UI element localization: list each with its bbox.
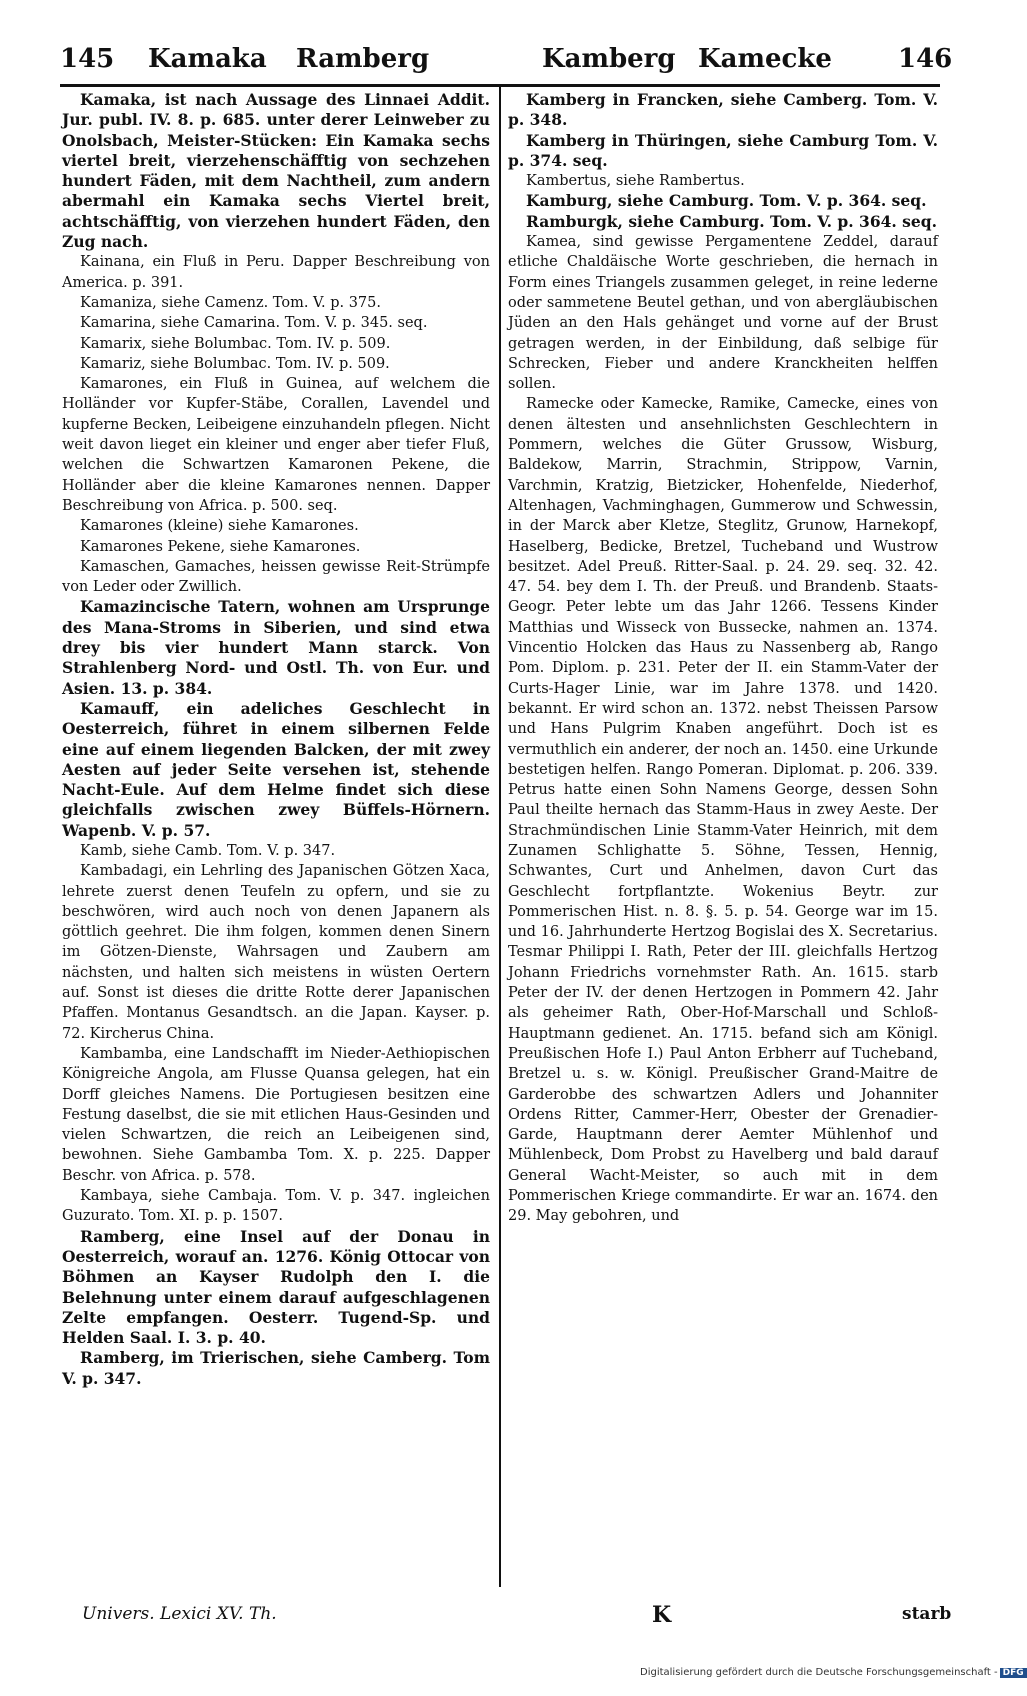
dictionary-entry: Kainana, ein Fluß in Peru. Dapper Beschreibung von America. p. 391. xyxy=(62,254,490,291)
dictionary-entry: Kamaniza, siehe Camenz. Tom. V. p. 375. xyxy=(80,294,381,311)
dictionary-entry: Kamburg, siehe Camburg. Tom. V. p. 364. seq. xyxy=(526,191,927,211)
dictionary-entry: Ramecke oder Kamecke, Ramike, Camecke, eines von denen ältesten und ansehnlichsten Geschlechtern in Pommern, welches die Güter Grussow, Wisburg, Baldekow, Marrin, Strachmin, Strippow, Varnin, Varchmin, Kratzig, Bietzicker, Hohenfelde, Niederhof, Altenhagen, Vachminghagen, Gummerow und Schwessin, in der Marck aber Kletze, Steglitz, Grunow, Harnekopf, Haselberg, Bedicke, Bretzel, Tucheband und Wustrow besitzet. Adel Preuß. Ritter-Saal. p. 24. 29. seq. 32. 42. 47. 54. bey dem I. Th. der Preuß. und Brandenb. Staats-Geogr. Peter lebte um das Jahr 1266. Tessens Kinder Matthias und Wisseck von Bussecke, nahmen an. 1374. Vincentio Holcken das Haus zu Nassenberg ab, Rango Pom. Diplom. p. 231. Peter der II. ein Stamm-Vater der Curts-Hager Linie, war im Jahre 1378. und 1420. bekannt. Er wird schon an. 1372. nebst Theissen Parsow und Hans Pulgrim Knaben angeführt. Doch ist es vermuthlich ein anderer, der noch an. 1450. eine Urkunde bestetigen helfen. Rango Pomeran. Diplomat. p. 206. 339. Petrus hatte einen Sohn Namens George, dessen Sohn Paul theilte hernach das Stamm-Haus in zwey Aeste. Der Strachmündischen Linie Stamm-Vater Heinrich, mit dem Zunamen Schlighatte 5. Söhne, Tessen, Hennig, Schwantes, Curt und Anhelmen, davon Curt das Geschlecht fortpflantzte. Wokenius Beytr. zur Pommerischen Hist. n. 8. §. 5. p. 54. George war im 15. und 16. Jahrhunderte Hertzog Bogislai des X. Secretarius. Tesmar Philippi I. Rath, Peter der III. gleichfalls Hertzog Johann Friedrichs vornehmster Rath. An. 1615. starb Peter der IV. der denen Hertzogen in Pommern 42. Jahr als geheimer Rath, Ober-Hof-Marschall und Schloß-Hauptmann gedienet. An. 1715. befand sich am Königl. Preußischen Hofe I.) Paul Anton Erbherr auf Tucheband, Bretzel u. s. w. Königl. Preußischer Grand-Maitre de Garderobbe des schwartzen Adlers und Johanniter Ordens Ritter, Cammer-Herr, Obester der Grenadier-Garde, Hauptmann derer Aemter Mühlenhof und Mühlenbeck, Dom Probst zu Havelberg und bald darauf General Wacht-Meister, so auch mit in dem Pommerischen Kriege commandirte. Er war an. 1674. den 29. May gebohren, und xyxy=(508,396,938,1225)
dictionary-entry: Ramberg, eine Insel auf der Donau in Oesterreich, worauf an. 1276. König Ottocar von Böhmen an Kayser Rudolph den I. die Belehnung unter einem darauf aufgeschlagenen Zelte empfangen. Oesterr. Tugend-Sp. und Helden Saal. I. 3. p. 40. xyxy=(62,1226,490,1348)
dictionary-entry: Kamea, sind gewisse Pergamentene Zeddel, darauf etliche Chaldäische Worte geschrieben, die hernach in Form eines Triangels zusammen geleget, in reine lederne oder sammetene Beutel gethan, und von abergläubischen Jüden an den Hals gehänget und vorne auf der Brust getragen werden, in der Einbildung, daß selbige für Schrecken, Fieber und andere Kranckheiten helffen sollen. xyxy=(508,234,938,393)
digitization-footer xyxy=(640,1667,1027,1678)
dictionary-entry: Kambaya, siehe Cambaja. Tom. V. p. 347. ingleichen Guzurato. Tom. XI. p. p. 1507. xyxy=(62,1188,490,1225)
dictionary-entry: Kambadagi, ein Lehrling des Japanischen Götzen Xaca, lehrete zuerst denen Teufeln zu opfern, und sie zu beschwören, wird auch noch von denen Japanern als göttlich geehret. Die ihm folgen, kommen denen Sinern im Götzen-Dienste, Wahrsagen und Zaubern am nächsten, und halten sich meistens in wüsten Oertern auf. Sonst ist dieses die dritte Rotte derer Japanischen Pfaffen. Montanus Gesandtsch. an die Japan. Kayser. p. 72. Kircherus China. xyxy=(62,863,490,1042)
dictionary-entry: Kamarones Pekene, siehe Kamarones. xyxy=(80,538,361,555)
column-divider xyxy=(499,87,501,1587)
volume-signature: Univers. Lexici XV. Th. xyxy=(82,1604,277,1624)
digitization-note: Digitalisierung gefördert durch die Deutsche Forschungsgemeinschaft - xyxy=(640,1667,998,1678)
right-column xyxy=(508,90,938,1227)
right-keyword-1: Kamberg xyxy=(542,44,676,74)
signature-mark: K xyxy=(652,1602,672,1628)
right-keyword-2: Kamecke xyxy=(698,44,832,74)
dfg-logo: DFG xyxy=(1000,1668,1027,1678)
left-page-number: 145 xyxy=(60,44,115,74)
dictionary-entry: Kamariz, siehe Bolumbac. Tom. IV. p. 509. xyxy=(80,355,390,372)
dictionary-entry: Kamarix, siehe Bolumbac. Tom. IV. p. 509. xyxy=(80,335,391,352)
dictionary-entry: Kamberg in Thüringen, siehe Camburg Tom. V. p. 374. seq. xyxy=(508,130,938,170)
dictionary-entry: Kamberg in Francken, siehe Camberg. Tom. V. p. 348. xyxy=(508,90,938,130)
dictionary-entry: Kamarina, siehe Camarina. Tom. V. p. 345. seq. xyxy=(80,315,428,332)
dictionary-entry: Kamaschen, Gamaches, heissen gewisse Reit-Strümpfe von Leder oder Zwillich. xyxy=(62,558,490,596)
dictionary-entry: Kamaka, ist nach Aussage des Linnaei Addit. Jur. publ. IV. 8. p. 685. unter derer Leinweber zu Onolsbach, Meister-Stücken: Ein Kamaka sechs viertel breit, vierzehenschäfftig von sechzehen hundert Fäden, mit dem Nachtheil, zum andern abermahl ein Kamaka sechs Viertel breit, achtschäfftig, von vierzehen hundert Fäden, den Zug nach. xyxy=(62,90,490,252)
dictionary-entry: Ramburgk, siehe Camburg. Tom. V. p. 364. seq. xyxy=(526,211,938,231)
left-column xyxy=(62,90,490,1389)
dictionary-entry: Kambamba, eine Landschafft im Nieder-Aethiopischen Königreiche Angola, am Flusse Quansa gelegen, hat ein Dorff gleiches Namens. Die Portugiesen besitzen eine Festung daselbst, die sie mit etlichen Haus-Gesinden und vielen Schwartzen, die reich an Leibeigenen sind, bewohnen. Siehe Gambamba Tom. X. p. 225. Dapper Beschr. von Africa. p. 578. xyxy=(62,1045,490,1184)
dictionary-entry: Kamarones, ein Fluß in Guinea, auf welchem die Holländer vor Kupfer-Stäbe, Corallen, Lavendel und kupferne Becken, Leibeigene einzuhandeln pflegen. Nicht weit davon lieget ein kleiner und enger aber tiefer Fluß, welchen die Schwartzen Kamaronen Pekene, die Holländer aber die kleine Kamarones nennen. Dapper Beschreibung von Africa. p. 500. seq. xyxy=(62,376,490,514)
dictionary-entry: Ramberg, im Trierischen, siehe Camberg. Tom V. p. 347. xyxy=(62,1348,490,1388)
dictionary-entry: Kamb, siehe Camb. Tom. V. p. 347. xyxy=(80,842,336,859)
dictionary-entry: Kambertus, siehe Rambertus. xyxy=(526,173,745,190)
left-keyword-1: Kamaka xyxy=(148,44,267,74)
right-page-number: 146 xyxy=(898,44,953,74)
dictionary-entry: Kamazincische Tatern, wohnen am Ursprunge des Mana-Stroms in Siberien, und sind etwa drey bis vier hundert Mann starck. Von Strahlenberg Nord- und Ostl. Th. von Eur. und Asien. 13. p. 384. xyxy=(62,597,490,698)
dictionary-entry: Kamarones (kleine) siehe Kamarones. xyxy=(80,518,359,535)
left-keyword-2: Ramberg xyxy=(296,44,430,74)
dictionary-entry: Kamauff, ein adeliches Geschlecht in Oesterreich, führet in einem silbernen Felde eine auf einem liegenden Balcken, der mit zwey Aesten auf jeder Seite versehen ist, stehende Nacht-Eule. Auf dem Helme findet sich diese gleichfalls zwischen zwey Büffels-Hörnern. Wapenb. V. p. 57. xyxy=(62,698,490,840)
running-header xyxy=(60,44,953,84)
catchword: starb xyxy=(902,1604,952,1624)
